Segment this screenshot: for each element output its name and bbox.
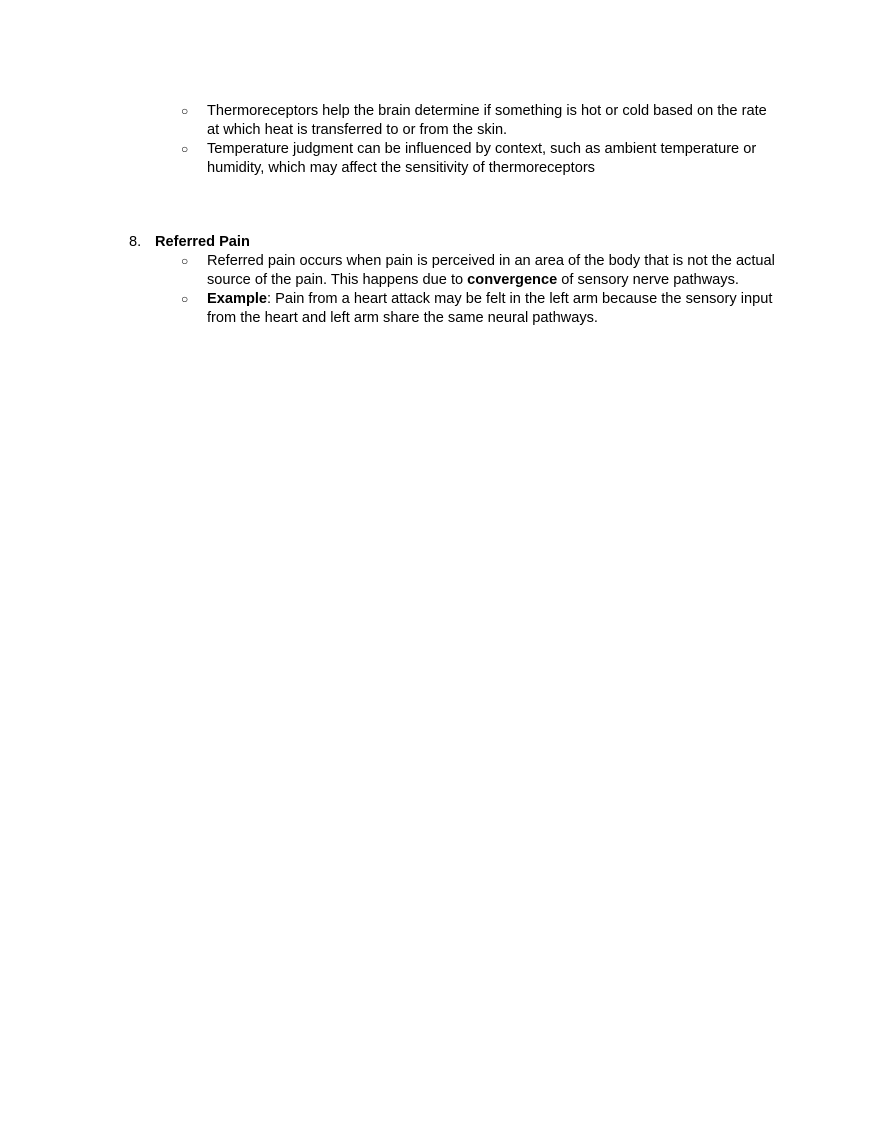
section-number: 8.	[129, 234, 142, 250]
thermoreceptor-bullet-list	[181, 102, 781, 178]
list-item	[181, 290, 781, 328]
hollow-circle-bullet-icon: ○	[181, 104, 189, 118]
bullet-text: Temperature judgment can be influenced by context, such as ambient temperature or humidity, which may affect the sensitivity of thermoreceptors	[207, 141, 757, 176]
bold-term: Example	[207, 291, 268, 307]
section-heading-referred-pain	[129, 233, 769, 252]
list-item	[181, 140, 781, 178]
hollow-circle-bullet-icon: ○	[181, 142, 189, 156]
bullet-text	[207, 290, 781, 328]
bullet-text-part: : Pain from a heart attack may be felt in the left arm because the sensory input from the heart and left arm share the same neural pathways.	[207, 291, 773, 326]
bullet-text-part: of sensory nerve pathways.	[557, 272, 739, 288]
bold-term: convergence	[467, 272, 558, 288]
list-item	[181, 102, 781, 140]
list-item	[181, 252, 781, 290]
hollow-circle-bullet-icon: ○	[181, 292, 189, 306]
bullet-text: Thermoreceptors help the brain determine if something is hot or cold based on the rate at which heat is transferred to or from the skin.	[207, 103, 767, 138]
hollow-circle-bullet-icon: ○	[181, 254, 189, 268]
section-title: Referred Pain	[155, 234, 250, 250]
bullet-text-part: Referred pain occurs when pain is perceived in an area of the body that is not the actual source of the pain. This happens due to	[207, 253, 775, 288]
bullet-text	[207, 252, 781, 290]
referred-pain-bullet-list	[181, 252, 781, 328]
